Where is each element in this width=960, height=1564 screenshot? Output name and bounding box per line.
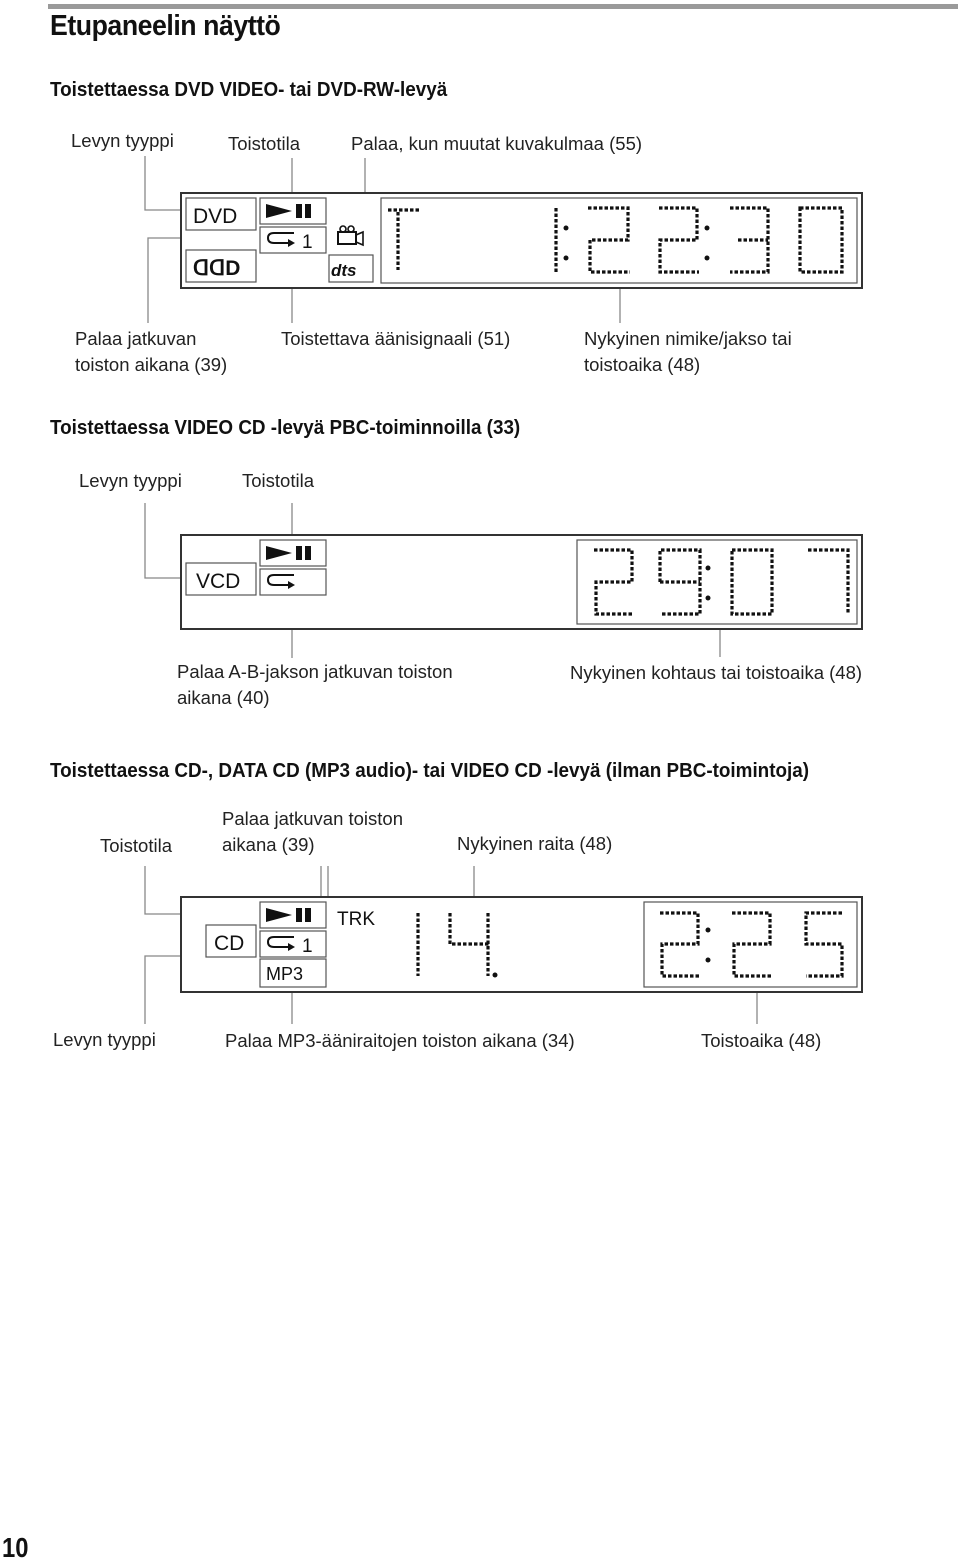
label-play-mode: Toistotila — [228, 133, 300, 154]
section-heading-vcd: Toistettaessa VIDEO CD -levyä PBC-toiminnoilla (33) — [50, 416, 521, 439]
cd-text: CD — [214, 932, 245, 955]
pause-icon — [296, 908, 302, 922]
label-audio-signal: Toistettava äänisignaali (51) — [281, 328, 511, 349]
label-angle: Palaa, kun muutat kuvakulmaa (55) — [351, 133, 643, 154]
label-disc-type: Levyn tyyppi — [71, 130, 174, 151]
label-play-mode: Toistotila — [242, 470, 314, 491]
label-play-mode: Toistotila — [100, 835, 172, 856]
page-title: Etupaneelin näyttö — [50, 10, 281, 42]
ab-repeat-indicator — [260, 569, 326, 595]
dolby-text: ᗡᗡD — [193, 257, 241, 280]
time-readout-area — [381, 198, 857, 283]
dts-text: dts — [331, 261, 357, 280]
leader-line — [145, 866, 182, 914]
repeat-indicator — [260, 931, 326, 957]
vcd-text: VCD — [196, 570, 241, 593]
repeat-number: 1 — [302, 936, 313, 957]
label-disc-type: Levyn tyyppi — [53, 1029, 156, 1050]
label-track: Nykyinen raita (48) — [457, 833, 613, 854]
label-title-time: Nykyinen nimike/jakso tai toistoaika (48) — [584, 328, 792, 375]
page-number: 10 — [2, 1532, 29, 1563]
label-mp3: Palaa MP3-ääniraitojen toiston aikana (34) — [225, 1030, 575, 1051]
pause-icon — [296, 546, 302, 560]
section-heading-dvd: Toistettaessa DVD VIDEO- tai DVD-RW-levyä — [50, 78, 448, 101]
label-scene-time: Nykyinen kohtaus tai toistoaika (48) — [570, 662, 863, 683]
leader-line — [145, 503, 182, 578]
pause-icon — [296, 204, 302, 218]
repeat-indicator — [260, 227, 326, 253]
dvd-text: DVD — [193, 205, 238, 228]
trk-text: TRK — [337, 909, 375, 930]
label-disc-type: Levyn tyyppi — [79, 470, 182, 491]
repeat-number: 1 — [302, 232, 313, 253]
leader-line — [145, 156, 182, 210]
label-time: Toistoaika (48) — [701, 1030, 822, 1051]
label-ab-repeat: Palaa A-B-jakson jatkuvan toiston aikana (40) — [177, 661, 453, 708]
section-heading-cd: Toistettaessa CD-, DATA CD (MP3 audio)- tai VIDEO CD -levyä (ilman PBC-toimintoja) — [50, 759, 810, 782]
label-repeat: Palaa jatkuvan toiston aikana (39) — [75, 328, 228, 375]
mp3-text: MP3 — [266, 964, 304, 984]
label-repeat: Palaa jatkuvan toiston aikana (39) — [222, 808, 404, 855]
